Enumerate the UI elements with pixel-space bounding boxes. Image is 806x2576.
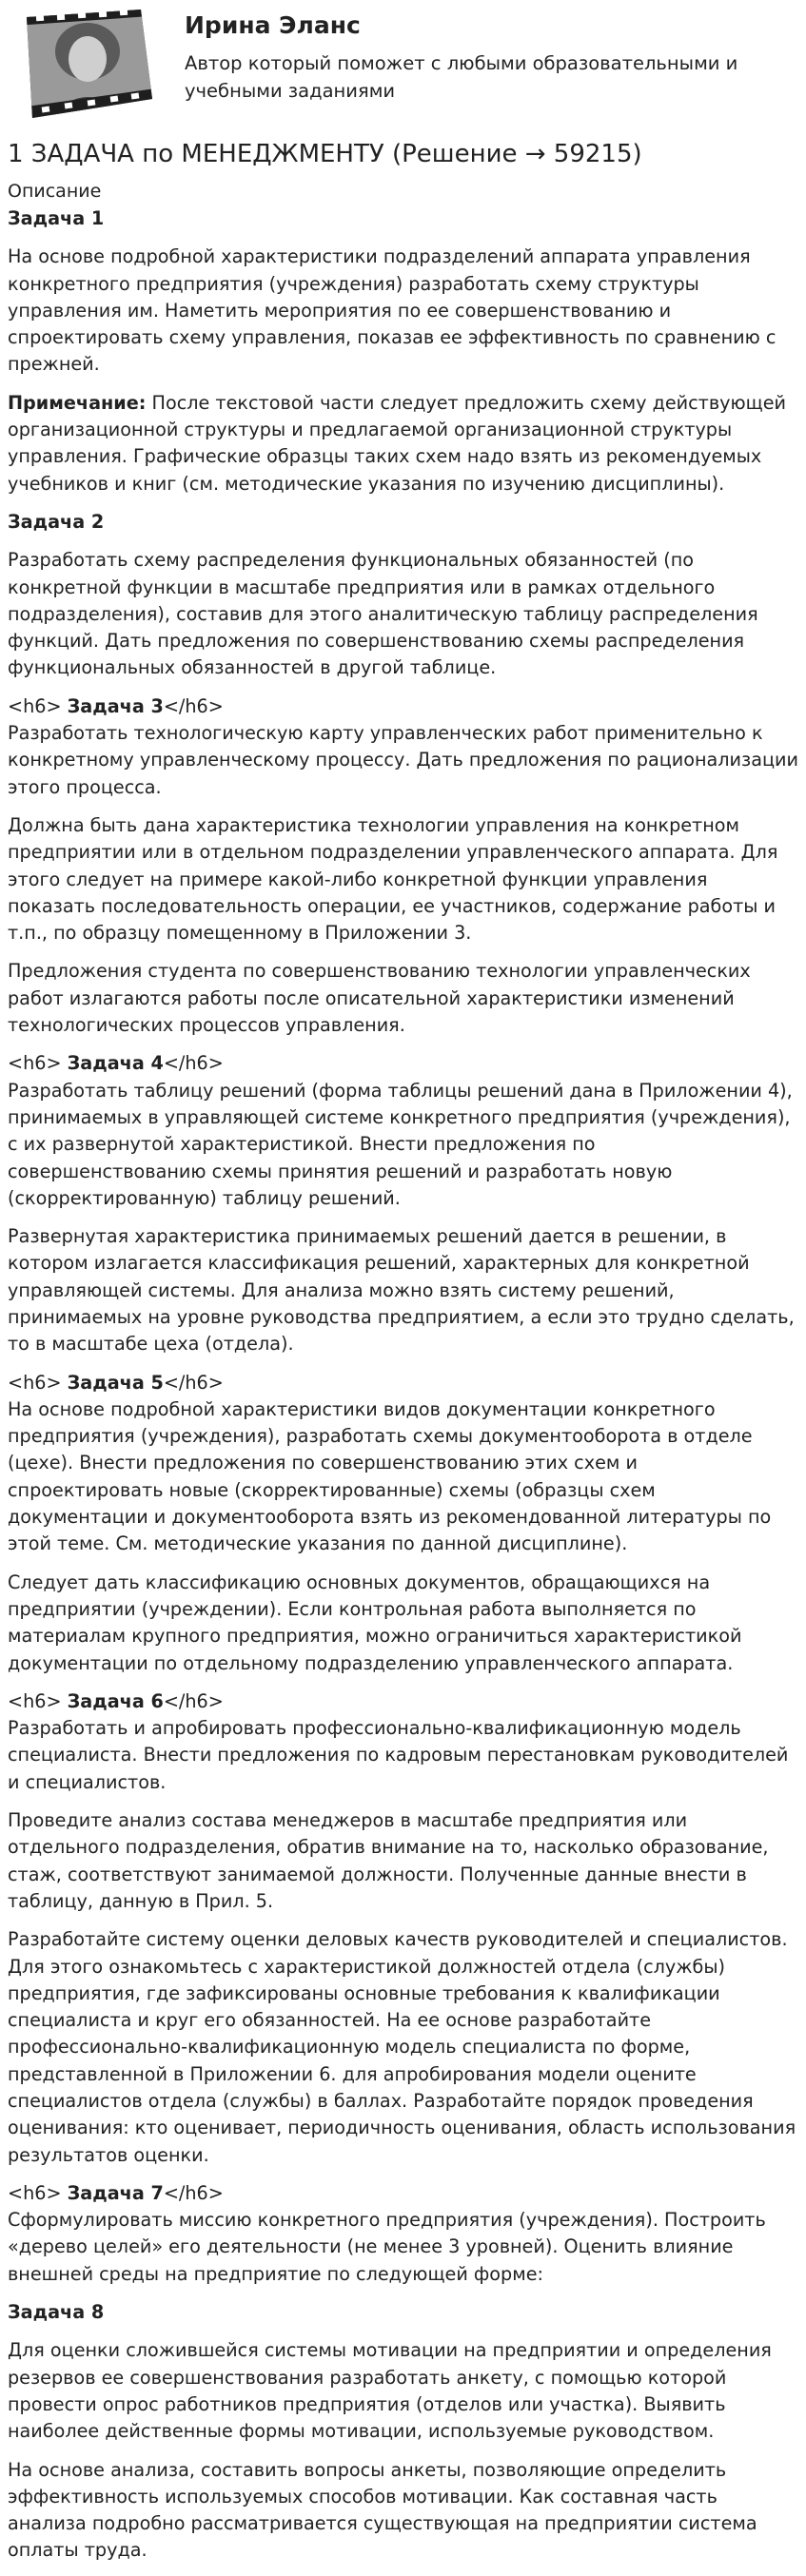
- author-description: Автор который поможет с любыми образовательными и учебными заданиями: [185, 52, 738, 102]
- paragraph: На основе подробной характеристики видов документации конкретного предприятия (учреждения), разработать схемы документооборота в отделе (цехе). Внести предложения по совершенствованию этих схем и спроектировать новые (скорректированные) схемы (образцы схем документации и документооборота взять из рекомендованной литературы по этой теме. См. методические указания по данной дисциплине).: [8, 1397, 772, 1555]
- author-info: [185, 8, 756, 105]
- task-heading: Задача 5: [67, 1371, 164, 1394]
- note-label: Примечание:: [8, 391, 147, 414]
- h6-close-tag: </h6>: [163, 1052, 224, 1075]
- task-heading-raw: [8, 1688, 798, 1715]
- paragraph: Разработать схему распределения функциональных обязанностей (по конкретной функции в масштабе предприятия или в рамках отдельного подразделения), составив для этого аналитическую таблицу распределения функций. Дать предложения по совершенствованию схемы распределения функциональных обязанностей в другой таблице.: [8, 549, 758, 679]
- h6-close-tag: </h6>: [163, 1371, 224, 1394]
- author-avatar[interactable]: [10, 8, 154, 120]
- paragraph: Проведите анализ состава менеджеров в масштабе предприятия или отдельного подразделения, обратив внимание на то, насколько образование, стаж, соответствуют занимаемой должности. Полученные данные внести в таблицу, данную в Прил. 5.: [8, 1809, 769, 1912]
- note-paragraph: [8, 390, 798, 498]
- paragraph: Развернутая характеристика принимаемых решений дается в решении, в котором излагается классификация решений, характерных для конкретной управляющей системы. Для анализа можно взять систему решений, принимаемых на уровне руководства предприятием, а если это трудно сделать, то в масштабе цеха (отдела).: [8, 1225, 795, 1356]
- description-content: [8, 205, 798, 2565]
- page-title: 1 ЗАДАЧА по МЕНЕДЖМЕНТУ (Решение → 59215): [8, 140, 642, 168]
- task-heading-raw: [8, 1050, 798, 1077]
- paragraph: Разработать таблицу решений (форма таблицы решений дана в Приложении 4), принимаемых в управляющей системе конкретного предприятия (учреждения), с их развернутой характеристикой. Внести предложения по совершенствованию схемы принятия решений и разработать новую (скорректированную) таблицу решений.: [8, 1079, 793, 1209]
- h6-close-tag: </h6>: [163, 694, 224, 717]
- h6-close-tag: </h6>: [163, 1689, 224, 1712]
- author-name[interactable]: Ирина Эланс: [185, 11, 361, 39]
- h6-open-tag: <h6>: [8, 1052, 68, 1075]
- paragraph: Разработать технологическую карту управленческих работ применительно к конкретному управленческому процессу. Дать предложения по рационализации этого процесса.: [8, 722, 798, 798]
- paragraph: Следует дать классификацию основных документов, обращающихся на предприятии (учреждении). Если контрольная работа выполняется по материалам крупного предприятия, можно ограничиться характеристикой документации по отдельному подразделению управленческого аппарата.: [8, 1571, 742, 1674]
- task-heading: Задача 4: [67, 1052, 164, 1075]
- h6-open-tag: <h6>: [8, 2181, 68, 2204]
- task-heading: Задача 6: [67, 1689, 164, 1712]
- task-heading-raw: [8, 693, 798, 720]
- h6-close-tag: </h6>: [163, 2181, 224, 2204]
- paragraph: На основе подробной характеристики подразделений аппарата управления конкретного предприятия (учреждения) разработать схему структуры управления им. Наметить мероприятия по ее совершенствованию и спроектировать схему управления, показав ее эффективность по сравнению с прежней.: [8, 245, 777, 376]
- paragraph: Для оценки сложившейся системы мотивации на предприятии и определения резервов ее совершенствования разработать анкету, с помощью которой провести опрос работников предприятия (отделов или участка). Выявить наиболее действенные формы мотивации, используемые руководством.: [8, 2339, 772, 2443]
- description-label: Описание: [8, 181, 102, 202]
- paragraph: Сформулировать миссию конкретного предприятия (учреждения). Построить «дерево целей» его деятельности (не менее 3 уровней). Оценить влияние внешней среды на предприятие по следующей форме:: [8, 2209, 766, 2285]
- task-heading: Задача 8: [8, 2301, 105, 2324]
- paragraph: Разработайте систему оценки деловых качеств руководителей и специалистов. Для этого ознакомьтесь с характеристикой должностей отдела (службы) предприятия, где зафиксированы основные требования к квалификации специалиста и круг его обязанностей. На ее основе разработайте профессионально-квалификационную модель специалиста по форме, представленной в Приложении 6. для апробирования модели оцените специалистов отдела (службы) в баллах. Разработайте порядок проведения оценивания: кто оценивает, периодичность оценивания, область использования результатов оценки.: [8, 1928, 796, 2166]
- paragraph: Предложения студента по совершенствованию технологии управленческих работ излагаются работы после описательной характеристики изменений технологических процессов управления.: [8, 960, 751, 1037]
- task-heading: Задача 1: [8, 207, 105, 229]
- task-heading-raw: [8, 1370, 798, 1396]
- paragraph: Разработать и апробировать профессионально-квалификационную модель специалиста. Внести предложения по кадровым перестановкам руководителей и специалистов.: [8, 1717, 789, 1793]
- paragraph: Должна быть дана характеристика технологии управления на конкретном предприятии или в отдельном подразделении управленческого аппарата. Для этого следует на примере какой-либо конкретной функции управления показать последовательность операции, ее участников, содержание работы и т.п., по образцу помещенному в Приложении 3.: [8, 813, 778, 945]
- h6-open-tag: <h6>: [8, 1371, 68, 1394]
- task-heading: Задача 3: [67, 694, 164, 717]
- paragraph: На основе анализа, составить вопросы анкеты, позволяющие определить эффективность используемых способов мотивации. Как составная часть анализа подробно рассматривается существующая на предприятии система оплаты труда.: [8, 2458, 757, 2562]
- author-header: [8, 0, 798, 127]
- task-heading-raw: [8, 2180, 798, 2207]
- film-frame-icon: [10, 8, 154, 120]
- note-text: После текстовой части следует предложить схему действующей организационной структуры и предлагаемой организационной структуры управления. Графические образцы таких схем надо взять из рекомендуемых учебников и книг (см. методические указания по изучению дисциплины).: [8, 391, 787, 495]
- task-heading: Задача 7: [67, 2181, 164, 2204]
- task-heading: Задача 2: [8, 510, 105, 533]
- h6-open-tag: <h6>: [8, 1689, 68, 1712]
- h6-open-tag: <h6>: [8, 694, 68, 717]
